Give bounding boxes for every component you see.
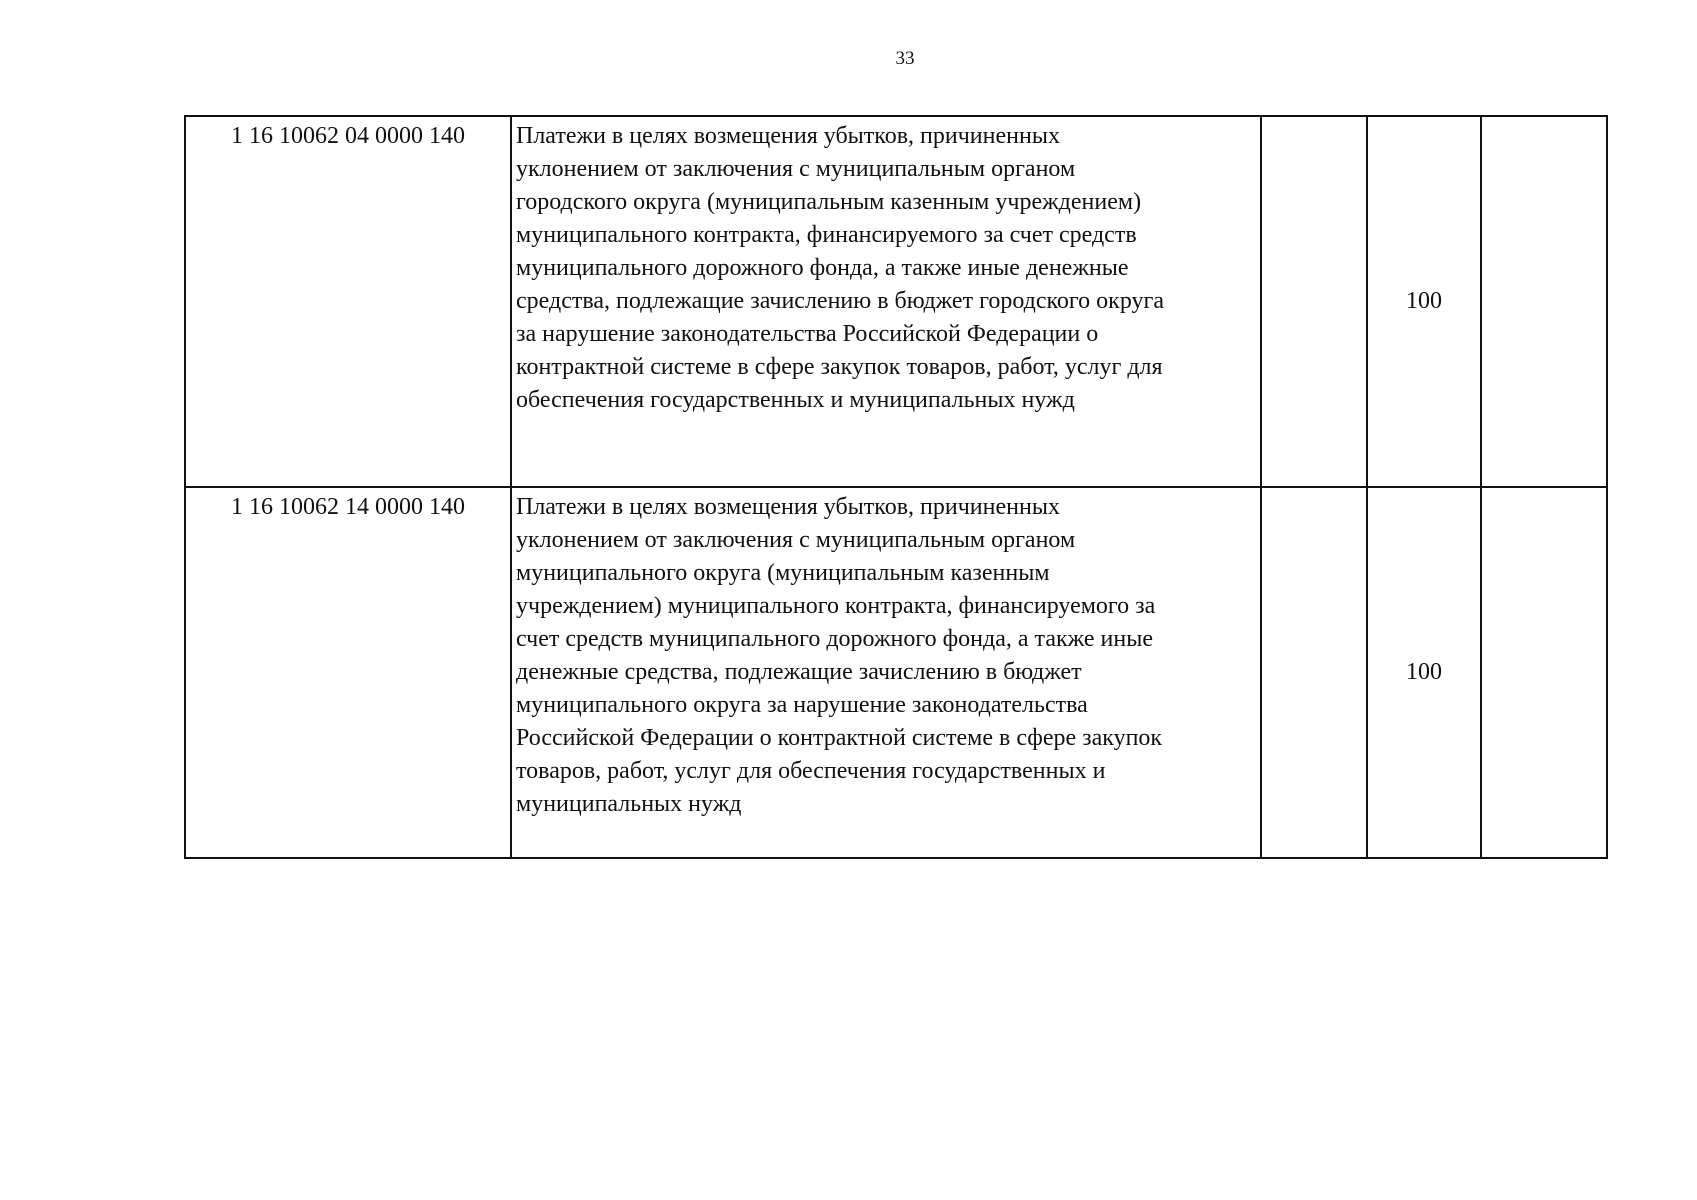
description-line: муниципальных нужд <box>516 791 742 817</box>
description-line: муниципального дорожного фонда, а также иные денежные <box>516 255 1129 281</box>
normative-value-cell: 100 <box>1367 116 1481 487</box>
description-cell <box>511 116 1261 487</box>
description-cell <box>511 487 1261 858</box>
normative-value-cell: 100 <box>1367 487 1481 858</box>
description-line: муниципального округа за нарушение законодательства <box>516 692 1088 718</box>
description-line: уклонением от заключения с муниципальным органом <box>516 156 1076 182</box>
empty-cell <box>1481 487 1607 858</box>
description-line: за нарушение законодательства Российской Федерации о <box>516 321 1099 347</box>
page-number: 33 <box>895 48 915 69</box>
description-line: Российской Федерации о контрактной системе в сфере закупок <box>516 725 1163 751</box>
empty-cell <box>1481 116 1607 487</box>
description-line: обеспечения государственных и муниципальных нужд <box>516 387 1075 413</box>
budget-classification-table <box>184 115 1608 859</box>
description-line: счет средств муниципального дорожного фонда, а также иные <box>516 626 1154 652</box>
description-line: муниципального контракта, финансируемого за счет средств <box>516 222 1137 248</box>
empty-cell <box>1261 116 1367 487</box>
description-line: Платежи в целях возмещения убытков, причиненных <box>516 123 1060 149</box>
empty-cell <box>1261 487 1367 858</box>
description-line: муниципального округа (муниципальным казенным <box>516 560 1050 586</box>
description-line: уклонением от заключения с муниципальным органом <box>516 527 1076 553</box>
description-line: Платежи в целях возмещения убытков, причиненных <box>516 494 1060 520</box>
description-line: городского округа (муниципальным казенным учреждением) <box>516 189 1142 215</box>
classification-code-cell: 1 16 10062 04 0000 140 <box>185 116 511 487</box>
description-line: учреждением) муниципального контракта, финансируемого за <box>516 593 1156 619</box>
table-row <box>185 487 1607 858</box>
description-line: средства, подлежащие зачислению в бюджет городского округа <box>516 288 1165 314</box>
classification-code-cell: 1 16 10062 14 0000 140 <box>185 487 511 858</box>
description-line: товаров, работ, услуг для обеспечения государственных и <box>516 758 1106 784</box>
description-line: контрактной системе в сфере закупок товаров, работ, услуг для <box>516 354 1163 380</box>
description-line: денежные средства, подлежащие зачислению в бюджет <box>516 659 1082 685</box>
table-row <box>185 116 1607 487</box>
